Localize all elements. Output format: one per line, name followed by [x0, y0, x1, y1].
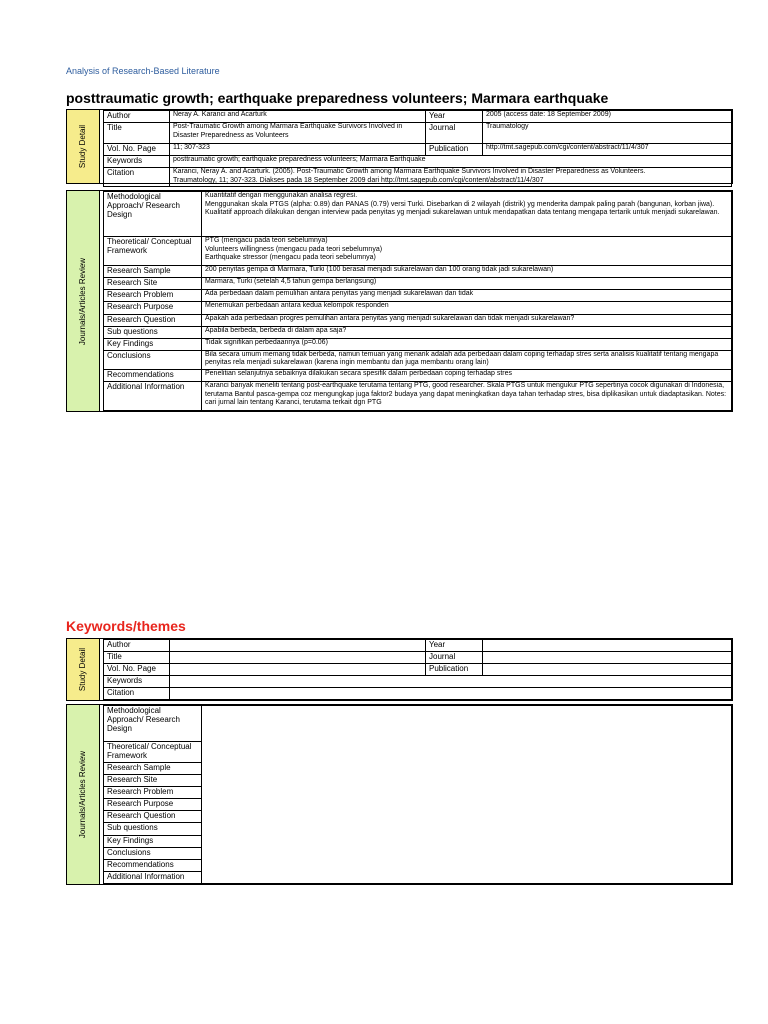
template-review-side-label: Journals/Articles Review — [67, 705, 100, 884]
question-label: Research Question — [104, 314, 202, 326]
keywords-label: Keywords — [104, 156, 170, 168]
template-problem-label: Research Problem — [104, 787, 202, 799]
table-row — [104, 326, 732, 338]
method-line-3: Kualitatif approach dilakukan dengan interview pada penyitas yg menjadi sukarelawan untuk mendapatkan data tentang mengapa tertarik untuk menjadi sukarelawan. — [205, 209, 720, 216]
template-findings-label: Key Findings — [104, 835, 202, 847]
findings-label: Key Findings — [104, 338, 202, 350]
publication-label: Publication — [426, 144, 483, 156]
template-sub-questions-label: Sub questions — [104, 823, 202, 835]
journal-value: Traumatology — [483, 123, 732, 144]
theory-value — [202, 237, 732, 266]
table-row — [104, 156, 732, 168]
theory-line-1: PTG (mengacu pada teori sebelumnya) — [205, 237, 328, 244]
title-value: Post-Traumatic Growth among Marmara Earthquake Survivors Involved in Disaster Preparedness as Volunteers — [170, 123, 426, 144]
template-study-detail-table — [103, 639, 732, 700]
template-site-label: Research Site — [104, 775, 202, 787]
table-row — [104, 237, 732, 266]
template-author-cell[interactable] — [170, 640, 426, 652]
table-row — [104, 676, 732, 688]
template-sample-label: Research Sample — [104, 763, 202, 775]
table-row — [104, 338, 732, 350]
recommend-value: Penelitian selanjutnya sebaiknya dilakukan secara spesifik dalam perbedaan coping terhadap stres — [202, 369, 732, 381]
citation-line-1: Karanci, Neray A. and Acarturk. (2005). Post-Traumatic Growth among Marmara Earthquake Survivors Involved in Disaster Preparedness as Volunteers. — [173, 168, 646, 175]
table-row — [104, 314, 732, 326]
table-row — [104, 706, 732, 742]
theory-line-2: Volunteers willingness (mengacu pada teori sebelumnya) — [205, 245, 383, 253]
template-study-detail-side-label: Study Detail — [67, 639, 100, 700]
problem-value: Ada perbedaan dalam pemulihan antara penyitas yang menjadi sukarelawan dan tidak — [202, 290, 732, 302]
template-review-content-cell[interactable] — [202, 706, 732, 884]
sample-label: Research Sample — [104, 266, 202, 278]
template-vol-cell[interactable] — [170, 664, 426, 676]
author-label: Author — [104, 111, 170, 123]
table-row — [104, 192, 732, 237]
page-title: posttraumatic growth; earthquake preparedness volunteers; Marmara earthquake — [66, 90, 609, 106]
keywords-value: posttraumatic growth; earthquake preparedness volunteers; Marmara Earthquake — [170, 156, 732, 168]
template-year-label: Year — [426, 640, 483, 652]
study-detail-table — [103, 110, 732, 187]
study-detail-block — [66, 109, 733, 184]
method-line-2: Menggunakan skala PTGS (alpha: 0.89) dan PANAS (0.79) versi Turki. Disebarkan di 2 wilayah (distrik) yg menderita dampak paling parah (bangunan, korban jiwa). — [205, 200, 715, 208]
table-row — [104, 278, 732, 290]
template-title: Keywords/themes — [66, 618, 186, 634]
journal-label: Journal — [426, 123, 483, 144]
vol-label: Vol. No. Page — [104, 144, 170, 156]
table-row — [104, 652, 732, 664]
page-header: Analysis of Research-Based Literature — [66, 66, 220, 76]
template-question-label: Research Question — [104, 811, 202, 823]
citation-label: Citation — [104, 168, 170, 187]
template-keywords-cell[interactable] — [170, 676, 732, 688]
table-row — [104, 688, 732, 700]
template-study-detail-block — [66, 638, 733, 701]
template-keywords-label: Keywords — [104, 676, 170, 688]
recommend-label: Recommendations — [104, 369, 202, 381]
method-line-1: Kuantitatif dengan menggunakan analisa regresi. — [205, 192, 358, 199]
author-value: Neray A. Karanci and Acarturk — [170, 111, 426, 123]
template-publication-label: Publication — [426, 664, 483, 676]
review-table — [103, 191, 732, 411]
template-theory-label: Theoretical/ Conceptual Framework — [104, 742, 202, 763]
site-label: Research Site — [104, 278, 202, 290]
site-value: Marmara, Turki (setelah 4,5 tahun gempa berlangsung) — [202, 278, 732, 290]
template-journal-cell[interactable] — [483, 652, 732, 664]
findings-value: Tidak signifikan perbedaannya (p=0.06) — [202, 338, 732, 350]
template-additional-label: Additional Information — [104, 871, 202, 883]
additional-value: Karanci banyak meneliti tentang post-earthquake terutama tentang PTG, good researcher. Skala PTGS untuk mengukur PTG sepertinya cocok digunakan di Indonesia, terutama Bantul pasca-gempa coz mengungkap juga faktor2 budaya yang dapat meningkatkan daya tahan terhadap stres, bisa diplikasikan untuk diadaptasikan. Notes: cari jurnal lain tentang Karanci, terutama terkait dgn PTG — [202, 382, 732, 411]
additional-label: Additional Information — [104, 382, 202, 411]
table-row — [104, 369, 732, 381]
template-journal-label: Journal — [426, 652, 483, 664]
year-value: 2005 (access date: 18 September 2009) — [483, 111, 732, 123]
citation-value — [170, 168, 732, 187]
template-vol-label: Vol. No. Page — [104, 664, 170, 676]
study-detail-side-label: Study Detail — [67, 110, 100, 183]
table-row — [104, 290, 732, 302]
template-author-label: Author — [104, 640, 170, 652]
table-row — [104, 640, 732, 652]
table-row — [104, 266, 732, 278]
method-label: Methodological Approach/ Research Design — [104, 192, 202, 237]
table-row — [104, 123, 732, 144]
template-recommend-label: Recommendations — [104, 859, 202, 871]
review-block — [66, 190, 733, 412]
template-title-cell[interactable] — [170, 652, 426, 664]
purpose-label: Research Purpose — [104, 302, 202, 314]
conclusions-label: Conclusions — [104, 350, 202, 369]
table-row — [104, 350, 732, 369]
problem-label: Research Problem — [104, 290, 202, 302]
theory-line-3: Earthquake stressor (mengacu pada teori sebelumnya) — [205, 254, 376, 261]
sub-questions-value: Apabila berbeda, berbeda di dalam apa saja? — [202, 326, 732, 338]
review-side-label: Journals/Articles Review — [67, 191, 100, 411]
purpose-value: Menemukan perbedaan antara kedua kelompok responden — [202, 302, 732, 314]
sample-value: 200 penyitas gempa di Marmara, Turki (100 berasal menjadi sukarelawan dan 100 orang tidak jadi sukarelawan) — [202, 266, 732, 278]
template-citation-label: Citation — [104, 688, 170, 700]
method-value — [202, 192, 732, 237]
table-row — [104, 144, 732, 156]
template-conclusions-label: Conclusions — [104, 847, 202, 859]
title-label: Title — [104, 123, 170, 144]
question-value: Apakah ada perbedaan progres pemulihan antara penyitas yang menjadi sukarelawan dan tidak menjadi sukarelawan? — [202, 314, 732, 326]
table-row — [104, 168, 732, 187]
table-row — [104, 111, 732, 123]
vol-value: 11; 307-323 — [170, 144, 426, 156]
conclusions-value: Bila secara umum memang tidak berbeda, namun temuan yang menarik adalah ada perbedaan dalam coping terhadap stres serta analisis kualitatif tentang mengapa penyitas rela menjadi sukarelawan (karena ingin membantu dan juga membantu orang lain) — [202, 350, 732, 369]
sub-questions-label: Sub questions — [104, 326, 202, 338]
publication-value: http://tmt.sagepub.com/cgi/content/abstract/11/4/307 — [483, 144, 732, 156]
template-citation-cell[interactable] — [170, 688, 732, 700]
citation-line-2: Traumatology, 11; 307-323. Diakses pada 18 September 2009 dari http://tmt.sagepub.com/cgi/content/abstract/11/4/307 — [173, 176, 544, 184]
template-publication-cell[interactable] — [483, 664, 732, 676]
table-row — [104, 302, 732, 314]
table-row — [104, 382, 732, 411]
theory-label: Theoretical/ Conceptual Framework — [104, 237, 202, 266]
template-review-block — [66, 704, 733, 885]
template-year-cell[interactable] — [483, 640, 732, 652]
template-purpose-label: Research Purpose — [104, 799, 202, 811]
template-method-label: Methodological Approach/ Research Design — [104, 706, 202, 742]
table-row — [104, 664, 732, 676]
template-title-label: Title — [104, 652, 170, 664]
year-label: Year — [426, 111, 483, 123]
template-review-table — [103, 705, 732, 884]
